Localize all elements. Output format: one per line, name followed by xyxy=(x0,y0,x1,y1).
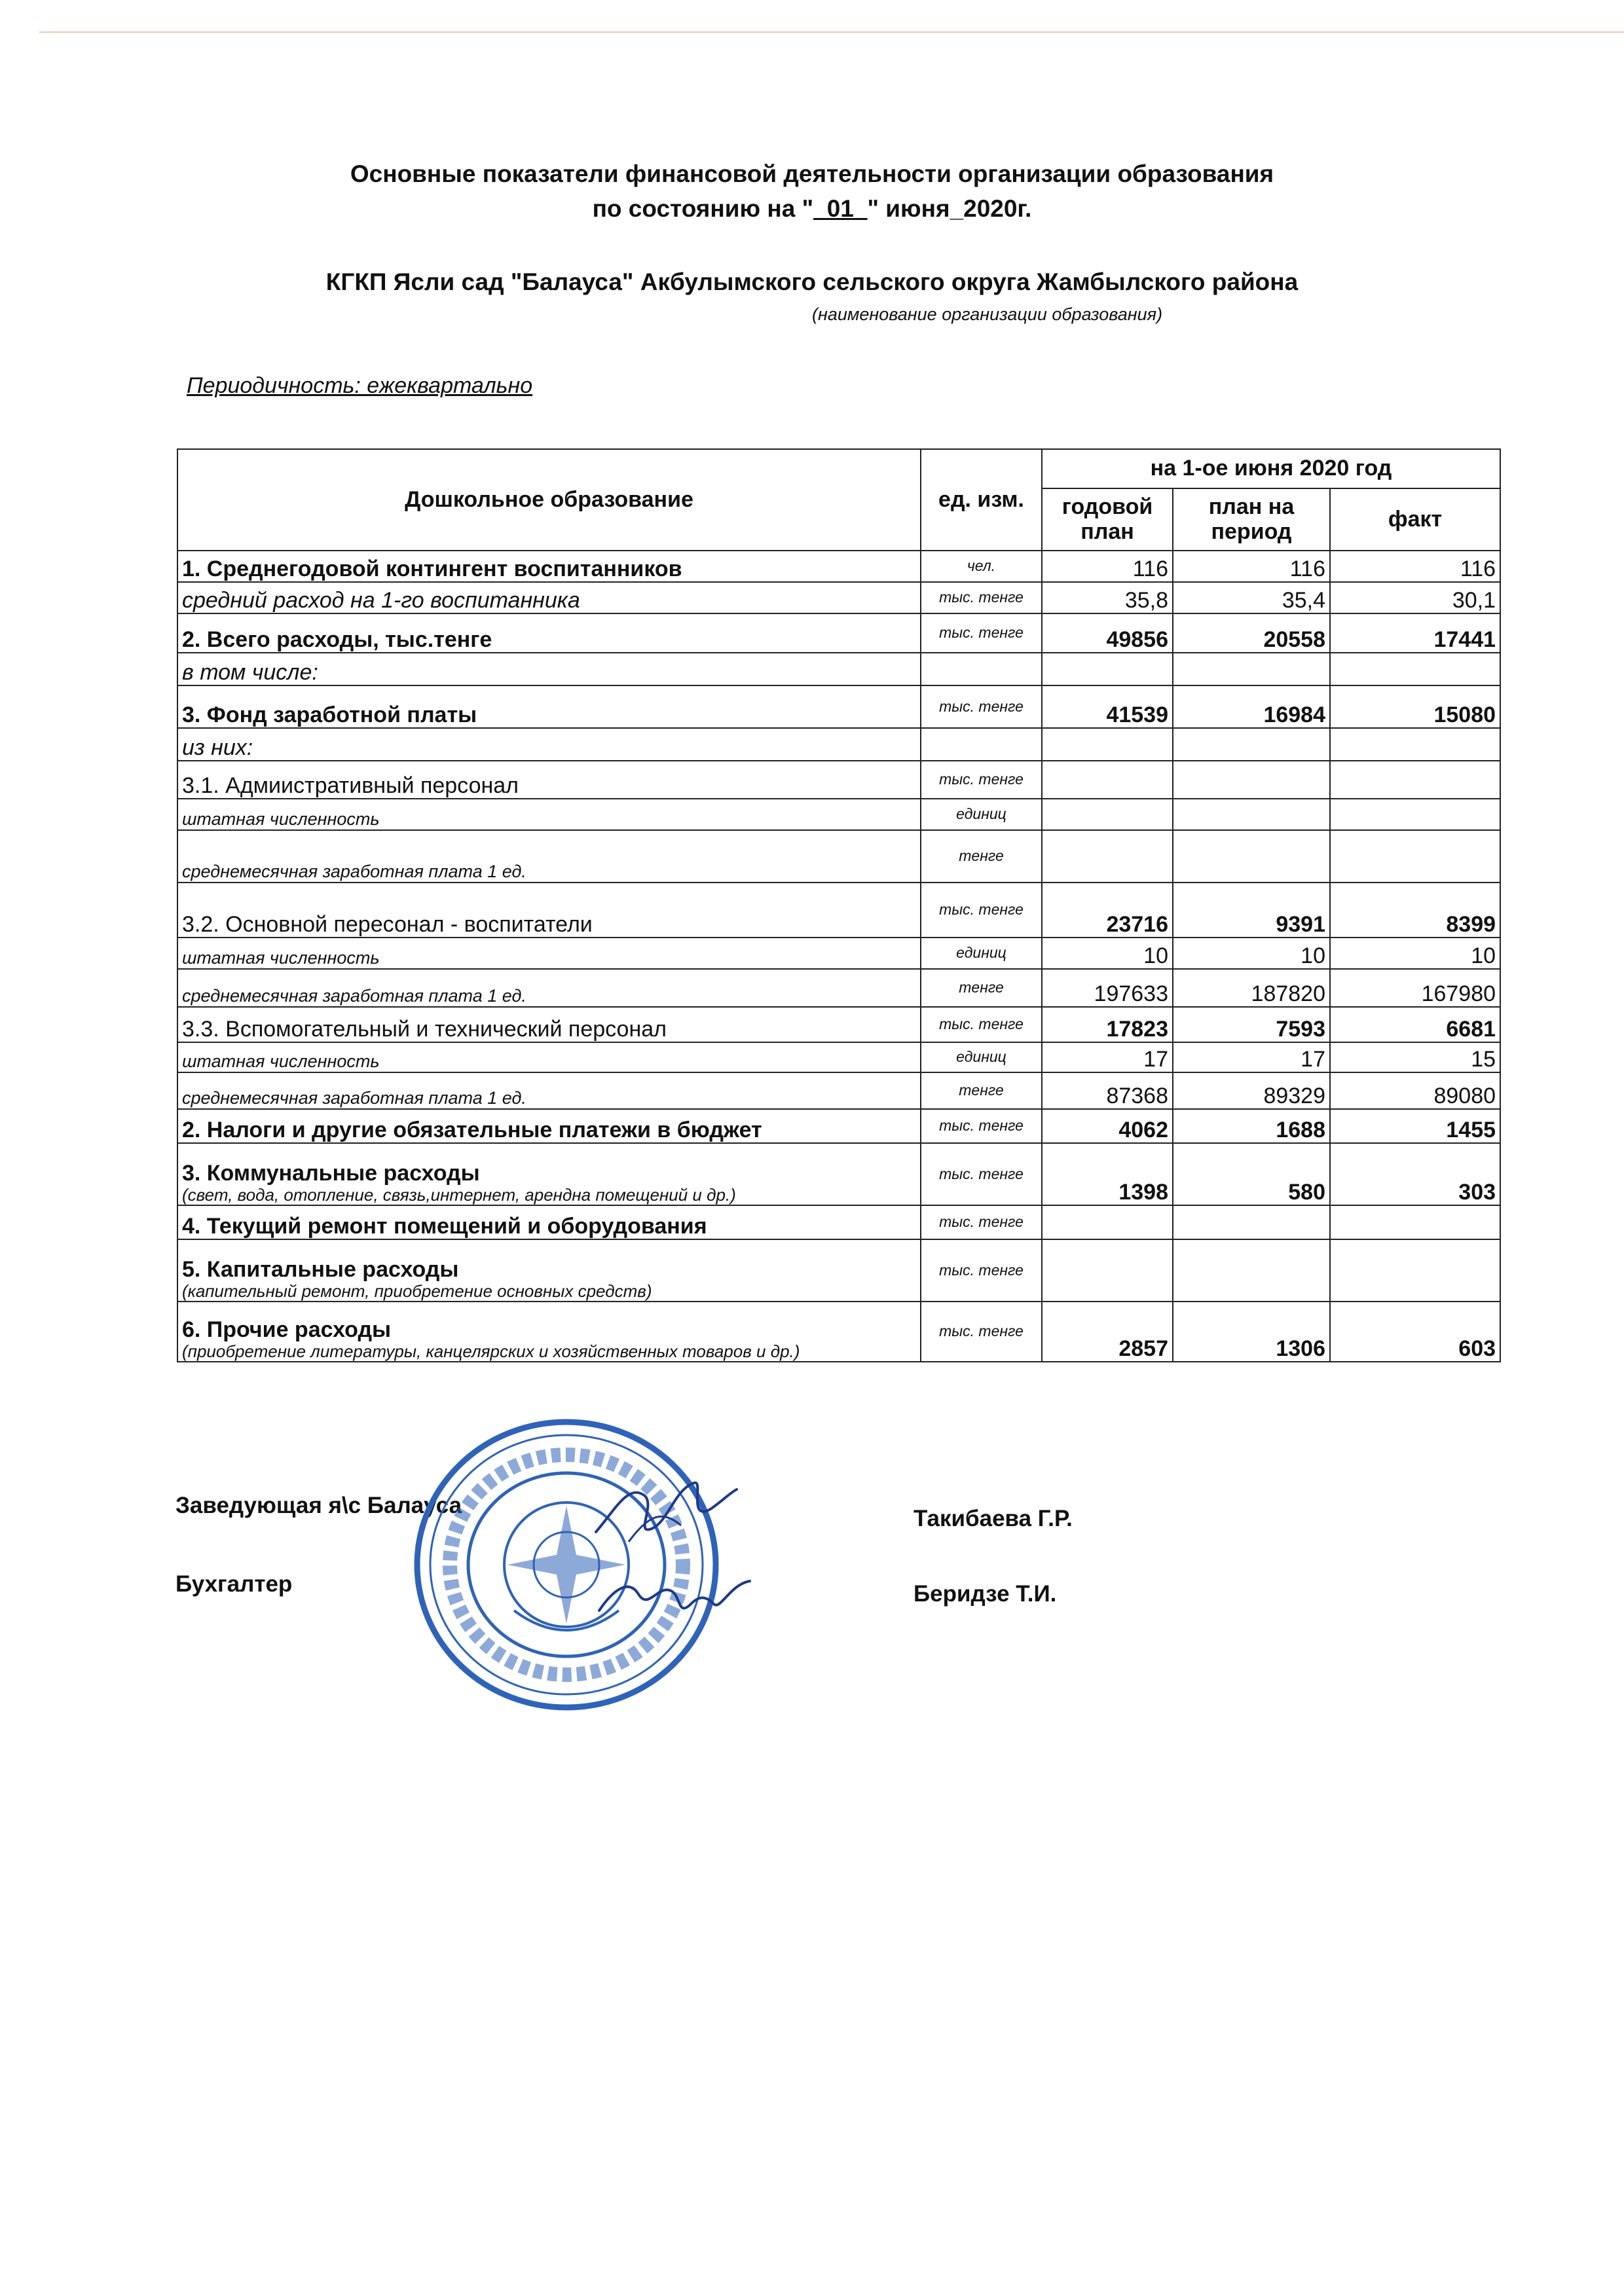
cell-annual: 197633 xyxy=(1042,969,1173,1007)
cell-annual: 10 xyxy=(1042,938,1173,969)
cell-plan xyxy=(1173,830,1330,883)
row-unit: единиц xyxy=(921,1042,1042,1072)
row-name xyxy=(177,1007,921,1042)
cell-annual xyxy=(1042,1205,1173,1239)
cell-annual: 41539 xyxy=(1042,685,1173,728)
cell-plan: 10 xyxy=(1173,938,1330,969)
cell-fact xyxy=(1330,761,1500,799)
header-section: Дошкольное образование xyxy=(177,449,921,551)
cell-fact: 8399 xyxy=(1330,883,1500,938)
table-row xyxy=(177,938,1500,969)
row-unit: тыс. тенге xyxy=(921,1205,1042,1239)
cell-annual: 2857 xyxy=(1042,1302,1173,1362)
table-row xyxy=(177,685,1500,728)
document-title: Основные показатели финансовой деятельности организации образования xyxy=(350,160,1274,187)
accountant-name: Беридзе Т.И. xyxy=(913,1581,1057,1607)
table-row xyxy=(177,1143,1500,1205)
row-name-text: среднемесячная заработная плата 1 ед. xyxy=(182,862,526,882)
row-name xyxy=(177,685,921,728)
row-name xyxy=(177,551,921,582)
row-name xyxy=(177,1302,921,1362)
row-name xyxy=(177,1143,921,1205)
cell-fact: 167980 xyxy=(1330,969,1500,1007)
cell-fact xyxy=(1330,799,1500,830)
row-name-text: 2. Всего расходы, тыс.тенге xyxy=(182,627,492,652)
cell-fact xyxy=(1330,728,1500,761)
row-name-text: 3. Коммунальные расходы xyxy=(182,1161,480,1186)
row-name xyxy=(177,761,921,799)
row-unit: тыс. тенге xyxy=(921,1302,1042,1362)
row-name-text: 3.3. Вспомогательный и технический персонал xyxy=(182,1016,667,1042)
row-name-text: 4. Текущий ремонт помещений и оборудования xyxy=(182,1213,707,1239)
header-period: на 1-ое июня 2020 год xyxy=(1042,449,1500,488)
cell-plan: 89329 xyxy=(1173,1072,1330,1109)
financial-table xyxy=(177,448,1501,1362)
document-date-line xyxy=(0,195,1624,223)
organization-name: КГКП Ясли сад "Балауса" Акбулымского сельского округа Жамбылского района xyxy=(325,268,1299,295)
row-name xyxy=(177,728,921,761)
date-prefix: по состоянию на " xyxy=(592,195,814,222)
row-name xyxy=(177,883,921,938)
organization-note: (наименование организации образования) xyxy=(812,304,1163,324)
row-unit: тенге xyxy=(921,830,1042,883)
header-unit: ед. изм. xyxy=(921,449,1042,551)
row-name xyxy=(177,613,921,653)
cell-fact: 30,1 xyxy=(1330,582,1500,613)
cell-fact: 15 xyxy=(1330,1042,1500,1072)
head-title: Заведующая я\с Балауса xyxy=(175,1493,462,1518)
row-name xyxy=(177,830,921,883)
table-row xyxy=(177,969,1500,1007)
row-unit xyxy=(921,653,1042,685)
row-name-text: среднемесячная заработная плата 1 ед. xyxy=(182,1088,526,1108)
cell-fact xyxy=(1330,1205,1500,1239)
row-name xyxy=(177,969,921,1007)
row-unit: тенге xyxy=(921,969,1042,1007)
table-row xyxy=(177,1239,1500,1302)
cell-fact: 116 xyxy=(1330,551,1500,582)
table-row xyxy=(177,1072,1500,1109)
table-body xyxy=(177,551,1500,1362)
table-row xyxy=(177,1302,1500,1362)
row-name xyxy=(177,1205,921,1239)
row-unit: тенге xyxy=(921,1072,1042,1109)
cell-plan: 187820 xyxy=(1173,969,1330,1007)
accountant-signature xyxy=(593,1565,756,1637)
table-row xyxy=(177,1042,1500,1072)
row-name-text: 3. Фонд заработной платы xyxy=(182,702,477,727)
cell-annual: 1398 xyxy=(1042,1143,1173,1205)
table-row xyxy=(177,761,1500,799)
row-name-text: 5. Капитальные расходы xyxy=(182,1257,459,1283)
cell-fact: 603 xyxy=(1330,1302,1500,1362)
table-row xyxy=(177,653,1500,685)
cell-plan xyxy=(1173,761,1330,799)
table-row xyxy=(177,830,1500,883)
cell-plan xyxy=(1173,1205,1330,1239)
cell-fact xyxy=(1330,1239,1500,1302)
table-row xyxy=(177,1007,1500,1042)
row-name-text: штатная численность xyxy=(182,809,380,829)
cell-plan: 1688 xyxy=(1173,1109,1330,1143)
row-name xyxy=(177,653,921,685)
cell-plan xyxy=(1173,653,1330,685)
cell-annual xyxy=(1042,1239,1173,1302)
cell-fact: 10 xyxy=(1330,938,1500,969)
cell-annual xyxy=(1042,653,1173,685)
table-row xyxy=(177,883,1500,938)
row-name xyxy=(177,1109,921,1143)
row-unit: тыс. тенге xyxy=(921,883,1042,938)
cell-annual: 49856 xyxy=(1042,613,1173,653)
cell-annual: 17823 xyxy=(1042,1007,1173,1042)
row-name-text: 3.2. Основной пересонал - воспитатели xyxy=(182,911,593,937)
row-name-text: средний расход на 1-го воспитанника xyxy=(182,587,580,613)
cell-plan: 16984 xyxy=(1173,685,1330,728)
row-unit: единиц xyxy=(921,938,1042,969)
table-row xyxy=(177,582,1500,613)
cell-annual xyxy=(1042,761,1173,799)
cell-plan: 7593 xyxy=(1173,1007,1330,1042)
row-name-text: штатная численность xyxy=(182,1051,380,1072)
header-fact: факт xyxy=(1330,488,1500,551)
cell-fact: 89080 xyxy=(1330,1072,1500,1109)
row-name-text: 2. Налоги и другие обязательные платежи в бюджет xyxy=(182,1117,762,1142)
cell-annual: 23716 xyxy=(1042,883,1173,938)
cell-plan: 9391 xyxy=(1173,883,1330,938)
row-name xyxy=(177,799,921,830)
cell-plan: 17 xyxy=(1173,1042,1330,1072)
row-unit: тыс. тенге xyxy=(921,1109,1042,1143)
cell-plan xyxy=(1173,728,1330,761)
cell-fact: 6681 xyxy=(1330,1007,1500,1042)
row-name-text: в том числе: xyxy=(182,659,318,685)
cell-plan: 1306 xyxy=(1173,1302,1330,1362)
cell-plan xyxy=(1173,799,1330,830)
cell-annual: 35,8 xyxy=(1042,582,1173,613)
row-note: (капительный ремонт, приобретение основных средств) xyxy=(182,1281,652,1302)
cell-fact: 17441 xyxy=(1330,613,1500,653)
table-row xyxy=(177,1109,1500,1143)
row-unit: тыс. тенге xyxy=(921,1143,1042,1205)
table-row xyxy=(177,613,1500,653)
cell-annual: 4062 xyxy=(1042,1109,1173,1143)
row-unit: тыс. тенге xyxy=(921,582,1042,613)
row-unit: тыс. тенге xyxy=(921,613,1042,653)
row-name xyxy=(177,1239,921,1302)
cell-fact: 15080 xyxy=(1330,685,1500,728)
accountant-title: Бухгалтер xyxy=(175,1571,293,1597)
cell-fact: 1455 xyxy=(1330,1109,1500,1143)
cell-fact: 303 xyxy=(1330,1143,1500,1205)
header-annual-plan: годовой план xyxy=(1042,488,1173,551)
scan-edge-line xyxy=(39,31,1624,33)
cell-annual: 116 xyxy=(1042,551,1173,582)
cell-plan: 580 xyxy=(1173,1143,1330,1205)
row-name xyxy=(177,1042,921,1072)
table-row xyxy=(177,728,1500,761)
table-row xyxy=(177,799,1500,830)
table-row xyxy=(177,551,1500,582)
row-unit: тыс. тенге xyxy=(921,685,1042,728)
header-period-plan: план на период xyxy=(1173,488,1330,551)
row-unit: тыс. тенге xyxy=(921,761,1042,799)
cell-annual xyxy=(1042,830,1173,883)
cell-plan: 116 xyxy=(1173,551,1330,582)
cell-annual: 17 xyxy=(1042,1042,1173,1072)
row-note: (свет, вода, отопление, связь,интернет, арендна помещений и др.) xyxy=(182,1185,736,1205)
row-name-text: 1. Среднегодовой контингент воспитанников xyxy=(182,556,682,581)
head-name: Такибаева Г.Р. xyxy=(913,1506,1073,1531)
row-unit: тыс. тенге xyxy=(921,1007,1042,1042)
row-name-text: 6. Прочие расходы xyxy=(182,1317,392,1343)
cell-annual xyxy=(1042,799,1173,830)
cell-plan: 20558 xyxy=(1173,613,1330,653)
cell-plan: 35,4 xyxy=(1173,582,1330,613)
cell-fact xyxy=(1330,653,1500,685)
cell-annual: 87368 xyxy=(1042,1072,1173,1109)
periodicity-label: Периодичность: ежеквартально xyxy=(187,373,533,398)
row-name-text: среднемесячная заработная плата 1 ед. xyxy=(182,986,526,1006)
head-signature xyxy=(589,1470,740,1555)
row-unit: тыс. тенге xyxy=(921,1239,1042,1302)
cell-plan xyxy=(1173,1239,1330,1302)
row-name-text: из них: xyxy=(182,735,253,760)
row-name xyxy=(177,1072,921,1109)
row-name-text: 3.1. Адмиистративный персонал xyxy=(182,773,519,798)
date-day: _01_ xyxy=(813,195,868,222)
row-name xyxy=(177,938,921,969)
row-name xyxy=(177,582,921,613)
cell-annual xyxy=(1042,728,1173,761)
date-suffix: " июня_2020г. xyxy=(867,195,1032,222)
table-row xyxy=(177,1205,1500,1239)
row-name-text: штатная численность xyxy=(182,948,380,968)
row-unit: единиц xyxy=(921,799,1042,830)
row-unit: чел. xyxy=(921,551,1042,582)
row-unit xyxy=(921,728,1042,761)
row-note: (приобретение литературы, канцелярских и хозяйственных товаров и др.) xyxy=(182,1341,800,1362)
cell-fact xyxy=(1330,830,1500,883)
